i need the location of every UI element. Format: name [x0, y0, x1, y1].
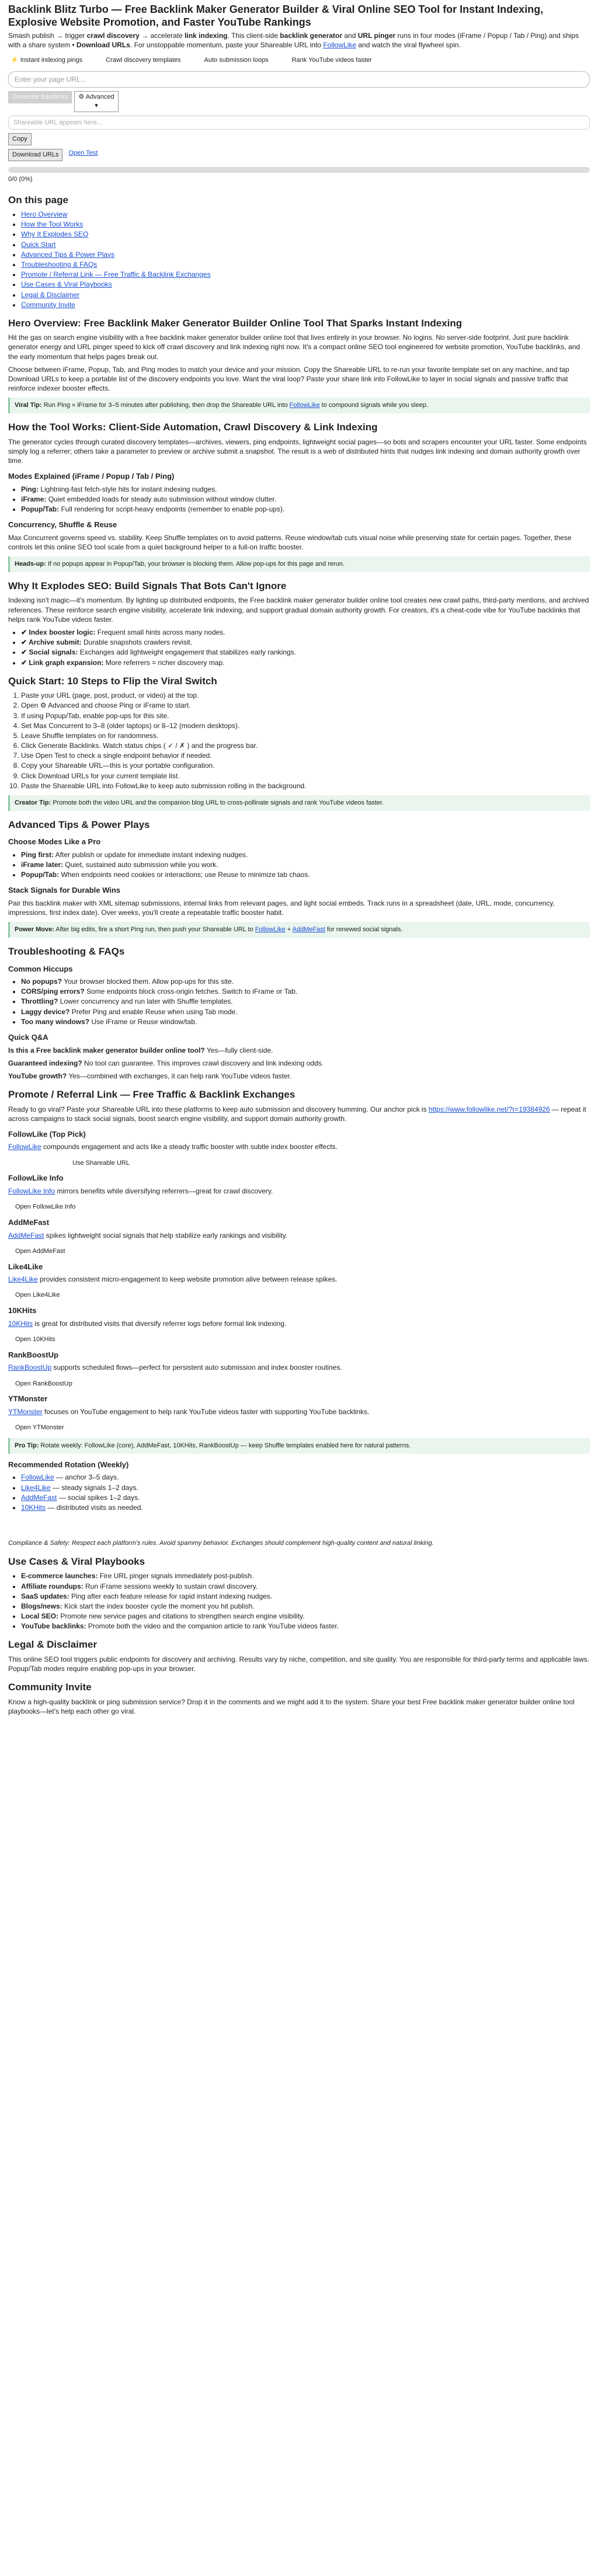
chevron-down-icon: ▾	[95, 102, 98, 110]
use-title: Use Cases & Viral Playbooks	[8, 1555, 145, 1567]
pill-auto-submission: Auto submission loops	[204, 56, 269, 64]
why-list	[8, 628, 590, 667]
list-item: • Like4Like — steady signals 1–2 days.	[21, 1483, 590, 1492]
qa-item: Is this a Free backlink maker generator builder online tool? Yes—fully client-side.	[8, 1046, 273, 1054]
list-item: • FollowLike — anchor 3–5 days.	[21, 1473, 590, 1482]
modes-list	[8, 485, 590, 514]
rotation-title: Recommended Rotation (Weekly)	[8, 1460, 129, 1469]
promo-card-10khits: 10KHits 10KHits is great for distributed visits that diversify referrer logs before formal link indexing. Open 10KHits	[8, 1306, 287, 1343]
list-item: • Ping first: After publish or update for immediate instant indexing nudges.	[21, 850, 590, 859]
power-move-tip: Power Move: After big edits, fire a short Ping run, then push your Shareable URL to FollowLike + AddMeFast for renewed social signals.	[8, 922, 590, 938]
hero-p2: Choose between iFrame, Popup, Tab, and Ping modes to match your device and your mission. Copy the Shareable URL to re-run your favorite template set on any machine, and tap Download URLs to keep a portable list of the discovery endpoints you love. Want the viral loop? Paste your share link into FollowLike to layer in social signals and passive traffic that reinforce indexer booster effects.	[8, 365, 569, 393]
card-link[interactable]: RankBoostUp	[8, 1363, 52, 1372]
action-row	[8, 91, 590, 112]
list-item: 8. Copy your Shareable URL—this is your portable configuration.	[21, 761, 590, 770]
stack-p: Pair this backlink maker with XML sitemap submissions, internal links from relevant pages, and light social embeds. Track runs in a spreadsheet (date, URL, mode, concurrency, impressions, first index date). Over weeks, you'll create a repeatable traffic booster habit.	[8, 899, 555, 917]
qa-item: YouTube growth? Yes—combined with exchanges, it can help rank YouTube videos faster.	[8, 1071, 292, 1080]
card-link[interactable]: AddMeFast	[8, 1231, 44, 1240]
copy-button[interactable]: Copy	[8, 133, 32, 145]
open-ytmonster-button[interactable]: Open YTMonster	[15, 1424, 64, 1432]
quick-title: Quick Start: 10 Steps to Flip the Viral Switch	[8, 675, 217, 687]
list-item: • Affiliate roundups: Run iFrame sessions weekly to sustain crawl discovery.	[21, 1582, 590, 1591]
rotation-list	[8, 1473, 590, 1512]
list-item: 9. Click Download URLs for your current template list.	[21, 771, 590, 781]
list-item: 5. Leave Shuffle templates on for randomness.	[21, 731, 590, 740]
hiccups-title: Common Hiccups	[8, 964, 73, 973]
viral-tip: Viral Tip: Run Ping » iFrame for 3–5 minutes after publishing, then drop the Shareable URL into FollowLike to compound signals while you sleep.	[8, 398, 590, 413]
toc-item[interactable]: Use Cases & Viral Playbooks	[21, 280, 112, 289]
progress-bar	[8, 167, 590, 173]
card-link[interactable]: YTMonster	[8, 1407, 43, 1416]
progress-text: 0/0 (0%)	[8, 175, 33, 183]
toc-item[interactable]: Advanced Tips & Power Plays	[21, 250, 115, 259]
qa-title: Quick Q&A	[8, 1033, 48, 1042]
list-item: 10. Paste the Shareable URL into FollowLike to keep auto submission rolling in the background.	[21, 781, 590, 791]
pill-instant-indexing: ⚡ Instant indexing pings	[11, 56, 83, 64]
open-rankboostup-button[interactable]: Open RankBoostUp	[15, 1380, 72, 1387]
card-link[interactable]: FollowLike	[8, 1143, 41, 1151]
toc-list	[8, 210, 590, 309]
list-item: 3. If using Popup/Tab, enable pop-ups for this site.	[21, 711, 590, 720]
list-item: • iFrame later: Quiet, sustained auto submission while you work.	[21, 860, 590, 869]
open-like4like-button[interactable]: Open Like4Like	[15, 1292, 60, 1299]
list-item: • No popups? Your browser blocked them. Allow pop-ups for this site.	[21, 977, 590, 986]
toc-item[interactable]: How the Tool Works	[21, 220, 84, 229]
share-url-input[interactable]: Shareable URL appears here...	[8, 116, 590, 130]
card-link[interactable]: FollowLike Info	[8, 1187, 55, 1196]
download-urls-button[interactable]: Download URLs	[8, 149, 62, 161]
list-item: 6. Click Generate Backlinks. Watch status chips ( ✓ / ✗ ) and the progress bar.	[21, 741, 590, 750]
how-p1: The generator cycles through curated discovery templates—archives, viewers, ping endpoints, lightweight social pages—so bots and scrapers encounter your URL faster. Some endpoints simply log a referrer; others take a parameter to preview or archive submit a snapshot. The result is a web of distributed hints that nudges link indexing and domain authority growth over time.	[8, 437, 587, 465]
list-item: • ✔ Index booster logic: Frequent small hints across many nodes.	[21, 628, 590, 637]
list-item: • ✔ Archive submit: Durable snapshots crawlers revisit.	[21, 638, 590, 647]
toc-item[interactable]: Why It Explodes SEO	[21, 230, 89, 239]
list-item: 1. Paste your URL (page, post, product, or video) at the top.	[21, 691, 590, 700]
toc-item[interactable]: Troubleshooting & FAQs	[21, 260, 98, 269]
adv-modes-title: Choose Modes Like a Pro	[8, 837, 101, 847]
list-item: • Too many windows? Use iFrame or Reuse window/tab.	[21, 1017, 590, 1026]
toc-item[interactable]: Promote / Referral Link — Free Traffic & Backlink Exchanges	[21, 270, 211, 279]
modes-title: Modes Explained (iFrame / Popup / Tab / Ping)	[8, 472, 175, 481]
list-item: • Ping: Lightning-fast fetch-style hits for instant indexing nudges.	[21, 485, 590, 494]
followlike-link[interactable]: FollowLike	[289, 402, 320, 409]
promo-p1: Ready to go viral? Paste your Shareable URL into these platforms to keep auto submission and discovery humming. Our anchor pick is https://www.followlike.net/?r=19384926 — repeat it across campaigns to stack social signals, boost search engine visibility, and support domain authority growth.	[8, 1105, 586, 1123]
lead-paragraph: Smash publish → trigger crawl discovery → accelerate link indexing. This client-side backlink generator and URL pinger runs in four modes (iFrame / Popup / Tab / Ping) and ships with a share system • Download URLs. For unstoppable momentum, paste your Shareable URL into FollowLike and watch the viral flywheel spin.	[8, 32, 579, 50]
community-title: Community Invite	[8, 1682, 92, 1693]
list-item: • Popup/Tab: When endpoints need cookies or interactions; use Reuse to minimize tab chaos.	[21, 870, 590, 879]
advanced-toggle[interactable]: ⚙ Advanced ▾	[74, 91, 118, 112]
creator-tip: Creator Tip: Promote both the video URL and the companion blog URL to cross-pollinate signals and rank YouTube videos faster.	[8, 795, 590, 811]
open-10khits-button[interactable]: Open 10KHits	[15, 1335, 55, 1343]
pill-crawl-discovery: Crawl discovery templates	[106, 56, 181, 64]
concurrency-title: Concurrency, Shuffle & Reuse	[8, 520, 117, 530]
toc-item[interactable]: Hero Overview	[21, 210, 68, 219]
pro-tip: Pro Tip: Rotate weekly: FollowLike (core), AddMeFast, 10KHits, RankBoostUp — keep Shuffle templates enabled here for natural patterns.	[8, 1438, 590, 1454]
list-item: • ✔ Link graph expansion: More referrers = richer discovery map.	[21, 658, 590, 667]
followlike-link[interactable]: FollowLike	[255, 926, 286, 934]
stack-title: Stack Signals for Durable Wins	[8, 886, 121, 895]
list-item: • SaaS updates: Ping after each feature release for rapid instant indexing nudges.	[21, 1592, 590, 1601]
quick-steps	[8, 691, 590, 791]
use-shareable-url-button[interactable]: Use Shareable URL	[72, 1159, 130, 1167]
list-item: 7. Use Open Test to check a single endpoint behavior if needed.	[21, 751, 590, 760]
hero-title: Hero Overview: Free Backlink Maker Generator Builder Online Tool That Sparks Instant Indexing	[8, 317, 463, 329]
toc-item[interactable]: Quick Start	[21, 240, 56, 249]
list-item: 2. Open ⚙ Advanced and choose Ping or iFrame to start.	[21, 701, 590, 710]
list-item: • Throttling? Lower concurrency and run later with Shuffle templates.	[21, 997, 590, 1006]
adv-title: Advanced Tips & Power Plays	[8, 819, 150, 830]
use-list	[8, 1571, 590, 1631]
trouble-title: Troubleshooting & FAQs	[8, 946, 125, 958]
feature-pills	[8, 55, 590, 66]
list-item: • E-commerce launches: Fire URL pinger signals immediately post-publish.	[21, 1571, 590, 1581]
how-title: How the Tool Works: Client-Side Automation, Crawl Discovery & Link Indexing	[8, 422, 378, 433]
page-title: Backlink Blitz Turbo — Free Backlink Maker Generator Builder & Viral Online SEO Tool for Instant Indexing, Explosive Website Promotion, and Faster YouTube Rankings	[8, 4, 544, 28]
promo-card-followlike: FollowLike (Top Pick) FollowLike compounds engagement and acts like a steady traffic booster with subtle index booster effects. Use Shareable URL	[8, 1129, 338, 1167]
list-item: • Blogs/news: Kick start the index booster cycle the moment you hit publish.	[21, 1602, 590, 1611]
generate-backlinks-button[interactable]: Generate Backlinks	[8, 91, 72, 103]
list-item: • ✔ Social signals: Exchanges add lightweight engagement that stabilizes early rankings.	[21, 648, 590, 657]
referral-link[interactable]: https://www.followlike.net/?r=19384926	[428, 1105, 550, 1113]
promo-card-rankboostup: RankBoostUp RankBoostUp supports scheduled flows—perfect for persistent auto submission and index booster routines. Open RankBoostUp	[8, 1350, 342, 1387]
hero-p1: Hit the gas on search engine visibility with a free backlink maker generator builder online tool that lives entirely in your browser. No logins. No server-side footprint. Just pure backlink generator energy and URL pinger speed to kick off crawl discovery and link indexing right now. It's a compact online SEO tool engineered for website promotion, YouTube backlinks, and the early momentum that helps pages break out.	[8, 333, 580, 361]
toc-title: On this page	[8, 194, 68, 206]
compliance-note: Compliance & Safety: Respect each platform's rules. Avoid spammy behavior. Exchanges should complement high-quality content and natural linking.	[8, 1540, 434, 1547]
why-p1: Indexing isn't magic—it's momentum. By lighting up distributed endpoints, the Free backlink maker generator builder online tool creates new crawl paths, third-party mentions, and archived references. These reinforce search engine visibility, accelerate link indexing, and support gradual domain authority growth. For creators, it's a cheat-code vibe for YouTube backlinks that helps rank YouTube videos faster.	[8, 596, 589, 624]
list-item: 4. Set Max Concurrent to 3–8 (older laptops) or 8–12 (modern desktops).	[21, 721, 590, 730]
list-item: • YouTube backlinks: Promote both the video and the companion article to rank YouTube videos faster.	[21, 1621, 590, 1631]
hiccups-list	[8, 977, 590, 1026]
list-item: • CORS/ping errors? Some endpoints block cross-origin fetches. Switch to iFrame or Tab.	[21, 987, 590, 996]
open-test-link[interactable]: Open Test	[68, 149, 98, 156]
promo-card-followlike-info: FollowLike Info FollowLike Info mirrors benefits while diversifying referrers—great for crawl discovery. Open FollowLike Info	[8, 1174, 273, 1211]
list-item: • iFrame: Quiet embedded loads for steady auto submission without window clutter.	[21, 495, 590, 504]
open-addmefast-button[interactable]: Open AddMeFast	[15, 1247, 65, 1255]
promo-card-ytmonster: YTMonster YTMonster focuses on YouTube engagement to help rank YouTube videos faster with supporting YouTube backlinks. Open YTMonster	[8, 1394, 370, 1432]
why-title: Why It Explodes SEO: Build Signals That Bots Can't Ignore	[8, 580, 287, 592]
list-item: • Local SEO: Promote new service pages and citations to strengthen search engine visibility.	[21, 1611, 590, 1621]
addmefast-link[interactable]: AddMeFast	[292, 926, 325, 934]
list-item: • AddMeFast — social spikes 1–2 days.	[21, 1493, 590, 1502]
community-p: Know a high-quality backlink or ping submission service? Drop it in the comments and we might add it to the system. Share your best Free backlink maker generator builder online tool playbooks—let's help each other go viral.	[8, 1697, 575, 1715]
list-item: • Popup/Tab: Full rendering for script-heavy endpoints (remember to enable pop-ups).	[21, 504, 590, 514]
card-link[interactable]: 10KHits	[8, 1319, 33, 1328]
heads-up-tip: Heads-up: If no popups appear in Popup/Tab, your browser is blocking them. Allow pop-ups for this page and rerun.	[8, 556, 590, 572]
adv-modes-list	[8, 850, 590, 880]
pill-rank-youtube: Rank YouTube videos faster	[291, 56, 372, 64]
toc-item[interactable]: Legal & Disclaimer	[21, 290, 80, 299]
concurrency-p: Max Concurrent governs speed vs. stability. Keep Shuffle templates on to avoid patterns. Reuse window/tab cuts visual noise while preserving state for certain pages. Together, these controls let this online SEO tool scale from a quiet background helper to a full-on traffic booster.	[8, 533, 572, 552]
card-link[interactable]: Like4Like	[8, 1275, 38, 1284]
qa-item: Guaranteed indexing? No tool can guarantee. This improves crawl discovery and link indexing odds.	[8, 1059, 324, 1067]
legal-title: Legal & Disclaimer	[8, 1639, 98, 1651]
promo-card-like4like: Like4Like Like4Like provides consistent micro-engagement to keep website promotion alive between release spikes. Open Like4Like	[8, 1262, 338, 1299]
list-item: • Laggy device? Prefer Ping and enable Reuse when using Tab mode.	[21, 1007, 590, 1017]
open-followlike-info-button[interactable]: Open FollowLike Info	[15, 1203, 76, 1211]
promo-title: Promote / Referral Link — Free Traffic & Backlink Exchanges	[8, 1089, 295, 1101]
list-item: • 10KHits — distributed visits as needed.	[21, 1503, 590, 1512]
url-input[interactable]: Enter your page URL...	[8, 71, 590, 88]
promo-card-addmefast: AddMeFast AddMeFast spikes lightweight social signals that help stabilize early rankings and visibility. Open AddMeFast	[8, 1218, 288, 1255]
followlike-link[interactable]: FollowLike	[323, 41, 357, 50]
toc-item[interactable]: Community Invite	[21, 300, 75, 309]
legal-p: This online SEO tool triggers public endpoints for discovery and archiving. Results vary by niche, competition, and site quality. You are responsible for third-party terms and applicable laws. Popup/Tab modes require enabling pop-ups in your browser.	[8, 1655, 589, 1673]
